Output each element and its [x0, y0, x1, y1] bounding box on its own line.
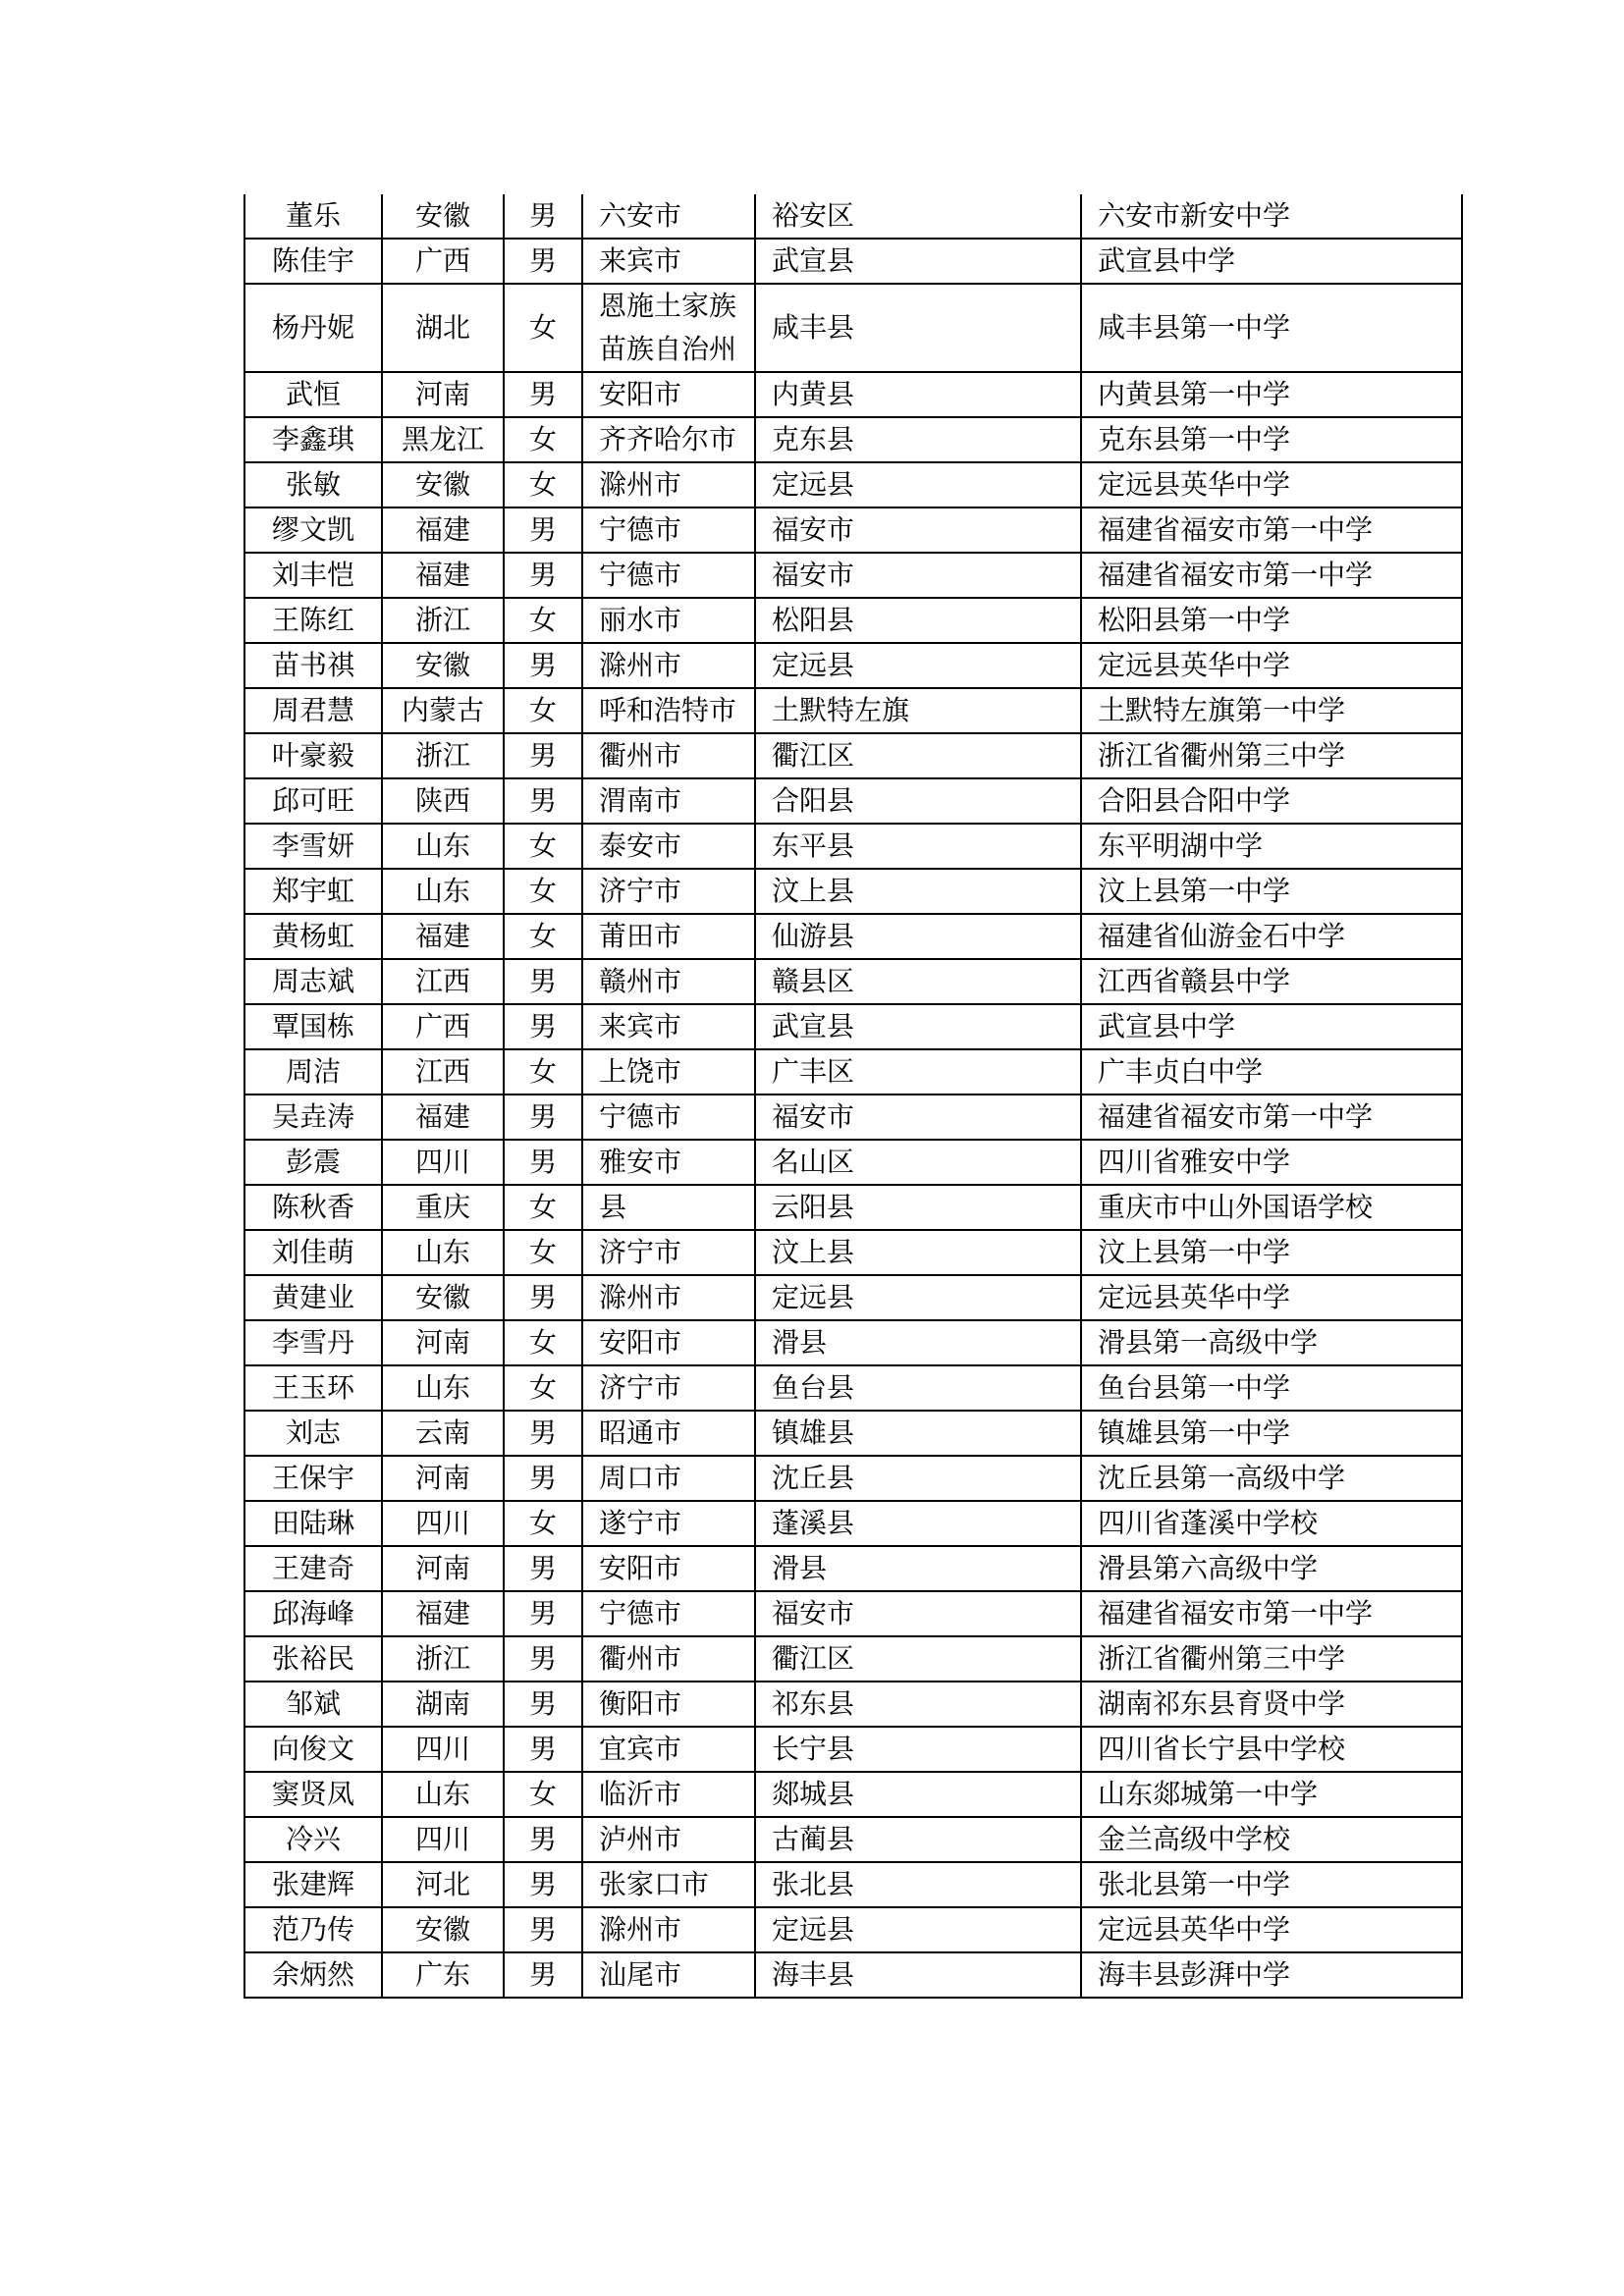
school-cell: 金兰高级中学校 [1081, 1817, 1462, 1862]
city-cell: 渭南市 [582, 778, 755, 824]
table-row [244, 1952, 1462, 1998]
city-cell: 雅安市 [582, 1140, 755, 1185]
county-cell: 衢江区 [755, 1636, 1081, 1682]
city-cell: 宁德市 [582, 1095, 755, 1140]
province-cell: 安徽 [382, 643, 504, 688]
table-row [244, 1591, 1462, 1636]
roster-body [244, 194, 1462, 1998]
city-cell: 宁德市 [582, 1591, 755, 1636]
county-cell: 定远县 [755, 462, 1081, 507]
student-name-cell: 余炳然 [244, 1952, 382, 1998]
county-cell: 古蔺县 [755, 1817, 1081, 1862]
city-cell: 来宾市 [582, 239, 755, 284]
county-cell: 蓬溪县 [755, 1501, 1081, 1546]
school-cell: 定远县英华中学 [1081, 462, 1462, 507]
student-name-cell: 周君慧 [244, 688, 382, 733]
province-cell: 福建 [382, 507, 504, 553]
student-name-cell: 陈佳宇 [244, 239, 382, 284]
province-cell: 福建 [382, 914, 504, 959]
province-cell: 陕西 [382, 778, 504, 824]
school-cell: 四川省雅安中学 [1081, 1140, 1462, 1185]
city-cell: 滁州市 [582, 1275, 755, 1320]
table-row [244, 733, 1462, 778]
gender-cell: 男 [504, 1275, 582, 1320]
table-row [244, 1636, 1462, 1682]
table-row [244, 1456, 1462, 1501]
table-row [244, 1140, 1462, 1185]
student-name-cell: 刘志 [244, 1411, 382, 1456]
school-cell: 汶上县第一中学 [1081, 869, 1462, 914]
county-cell: 镇雄县 [755, 1411, 1081, 1456]
gender-cell: 女 [504, 462, 582, 507]
student-name-cell: 黄建业 [244, 1275, 382, 1320]
gender-cell: 男 [504, 1004, 582, 1049]
county-cell: 福安市 [755, 1095, 1081, 1140]
province-cell: 浙江 [382, 598, 504, 643]
province-cell: 河南 [382, 372, 504, 417]
student-name-cell: 杨丹妮 [244, 284, 382, 372]
gender-cell: 男 [504, 372, 582, 417]
county-cell: 武宣县 [755, 1004, 1081, 1049]
student-name-cell: 王建奇 [244, 1546, 382, 1591]
county-cell: 克东县 [755, 417, 1081, 462]
city-cell: 齐齐哈尔市 [582, 417, 755, 462]
county-cell: 内黄县 [755, 372, 1081, 417]
gender-cell: 男 [504, 1546, 582, 1591]
student-name-cell: 邱可旺 [244, 778, 382, 824]
school-cell: 湖南祁东县育贤中学 [1081, 1682, 1462, 1727]
city-cell: 恩施土家族苗族自治州 [582, 284, 755, 372]
student-name-cell: 陈秋香 [244, 1185, 382, 1230]
gender-cell: 女 [504, 914, 582, 959]
province-cell: 河南 [382, 1546, 504, 1591]
province-cell: 河北 [382, 1862, 504, 1907]
city-cell: 赣州市 [582, 959, 755, 1004]
student-name-cell: 覃国栋 [244, 1004, 382, 1049]
student-name-cell: 郑宇虹 [244, 869, 382, 914]
city-cell: 衢州市 [582, 733, 755, 778]
student-name-cell: 张裕民 [244, 1636, 382, 1682]
county-cell: 海丰县 [755, 1952, 1081, 1998]
city-cell: 安阳市 [582, 372, 755, 417]
city-cell: 六安市 [582, 194, 755, 239]
table-row [244, 778, 1462, 824]
province-cell: 安徽 [382, 1275, 504, 1320]
student-name-cell: 叶豪毅 [244, 733, 382, 778]
table-row [244, 1230, 1462, 1275]
city-cell: 周口市 [582, 1456, 755, 1501]
city-cell: 呼和浩特市 [582, 688, 755, 733]
gender-cell: 女 [504, 1501, 582, 1546]
province-cell: 山东 [382, 1230, 504, 1275]
county-cell: 定远县 [755, 643, 1081, 688]
gender-cell: 女 [504, 1230, 582, 1275]
school-cell: 克东县第一中学 [1081, 417, 1462, 462]
county-cell: 鱼台县 [755, 1365, 1081, 1411]
county-cell: 名山区 [755, 1140, 1081, 1185]
province-cell: 安徽 [382, 1907, 504, 1952]
county-cell: 郯城县 [755, 1772, 1081, 1817]
student-name-cell: 王陈红 [244, 598, 382, 643]
student-name-cell: 刘佳萌 [244, 1230, 382, 1275]
county-cell: 赣县区 [755, 959, 1081, 1004]
city-cell: 昭通市 [582, 1411, 755, 1456]
city-cell: 安阳市 [582, 1546, 755, 1591]
school-cell: 四川省蓬溪中学校 [1081, 1501, 1462, 1546]
school-cell: 滑县第一高级中学 [1081, 1320, 1462, 1365]
city-cell: 济宁市 [582, 1230, 755, 1275]
province-cell: 河南 [382, 1456, 504, 1501]
gender-cell: 男 [504, 733, 582, 778]
student-name-cell: 苗书祺 [244, 643, 382, 688]
gender-cell: 男 [504, 553, 582, 598]
student-name-cell: 邹斌 [244, 1682, 382, 1727]
school-cell: 定远县英华中学 [1081, 643, 1462, 688]
county-cell: 福安市 [755, 553, 1081, 598]
table-row [244, 1275, 1462, 1320]
city-cell: 遂宁市 [582, 1501, 755, 1546]
school-cell: 六安市新安中学 [1081, 194, 1462, 239]
school-cell: 江西省赣县中学 [1081, 959, 1462, 1004]
student-name-cell: 周志斌 [244, 959, 382, 1004]
county-cell: 滑县 [755, 1546, 1081, 1591]
school-cell: 福建省仙游金石中学 [1081, 914, 1462, 959]
county-cell: 长宁县 [755, 1727, 1081, 1772]
student-name-cell: 冷兴 [244, 1817, 382, 1862]
province-cell: 四川 [382, 1817, 504, 1862]
table-row [244, 914, 1462, 959]
province-cell: 山东 [382, 869, 504, 914]
student-name-cell: 彭震 [244, 1140, 382, 1185]
gender-cell: 男 [504, 1907, 582, 1952]
school-cell: 定远县英华中学 [1081, 1907, 1462, 1952]
student-name-cell: 吴垚涛 [244, 1095, 382, 1140]
province-cell: 福建 [382, 1095, 504, 1140]
gender-cell: 男 [504, 1456, 582, 1501]
table-row [244, 869, 1462, 914]
table-row [244, 1546, 1462, 1591]
county-cell: 定远县 [755, 1275, 1081, 1320]
school-cell: 土默特左旗第一中学 [1081, 688, 1462, 733]
table-row [244, 1185, 1462, 1230]
school-cell: 滑县第六高级中学 [1081, 1546, 1462, 1591]
county-cell: 咸丰县 [755, 284, 1081, 372]
school-cell: 浙江省衢州第三中学 [1081, 733, 1462, 778]
province-cell: 山东 [382, 824, 504, 869]
gender-cell: 男 [504, 194, 582, 239]
table-row [244, 1095, 1462, 1140]
student-name-cell: 张敏 [244, 462, 382, 507]
gender-cell: 男 [504, 643, 582, 688]
table-row [244, 1817, 1462, 1862]
table-row [244, 239, 1462, 284]
table-row [244, 462, 1462, 507]
province-cell: 四川 [382, 1140, 504, 1185]
student-name-cell: 窦贤凤 [244, 1772, 382, 1817]
province-cell: 安徽 [382, 462, 504, 507]
gender-cell: 男 [504, 1591, 582, 1636]
table-row [244, 553, 1462, 598]
city-cell: 丽水市 [582, 598, 755, 643]
city-cell: 宁德市 [582, 553, 755, 598]
student-name-cell: 武恒 [244, 372, 382, 417]
school-cell: 重庆市中山外国语学校 [1081, 1185, 1462, 1230]
gender-cell: 男 [504, 778, 582, 824]
table-row [244, 417, 1462, 462]
gender-cell: 男 [504, 1095, 582, 1140]
province-cell: 山东 [382, 1365, 504, 1411]
student-name-cell: 邱海峰 [244, 1591, 382, 1636]
gender-cell: 女 [504, 598, 582, 643]
county-cell: 祁东县 [755, 1682, 1081, 1727]
county-cell: 滑县 [755, 1320, 1081, 1365]
gender-cell: 女 [504, 1365, 582, 1411]
city-cell: 汕尾市 [582, 1952, 755, 1998]
province-cell: 江西 [382, 959, 504, 1004]
gender-cell: 男 [504, 239, 582, 284]
county-cell: 裕安区 [755, 194, 1081, 239]
gender-cell: 男 [504, 1952, 582, 1998]
school-cell: 东平明湖中学 [1081, 824, 1462, 869]
gender-cell: 男 [504, 1727, 582, 1772]
school-cell: 镇雄县第一中学 [1081, 1411, 1462, 1456]
city-cell: 临沂市 [582, 1772, 755, 1817]
gender-cell: 男 [504, 1636, 582, 1682]
gender-cell: 女 [504, 824, 582, 869]
gender-cell: 女 [504, 869, 582, 914]
school-cell: 定远县英华中学 [1081, 1275, 1462, 1320]
county-cell: 定远县 [755, 1907, 1081, 1952]
province-cell: 内蒙古 [382, 688, 504, 733]
gender-cell: 女 [504, 688, 582, 733]
table-row [244, 1365, 1462, 1411]
school-cell: 汶上县第一中学 [1081, 1230, 1462, 1275]
student-name-cell: 刘丰恺 [244, 553, 382, 598]
county-cell: 福安市 [755, 507, 1081, 553]
table-row [244, 1727, 1462, 1772]
gender-cell: 女 [504, 284, 582, 372]
student-name-cell: 张建辉 [244, 1862, 382, 1907]
province-cell: 湖北 [382, 284, 504, 372]
school-cell: 内黄县第一中学 [1081, 372, 1462, 417]
city-cell: 泸州市 [582, 1817, 755, 1862]
student-name-cell: 王保宇 [244, 1456, 382, 1501]
student-name-cell: 田陆琳 [244, 1501, 382, 1546]
province-cell: 浙江 [382, 733, 504, 778]
table-row [244, 1907, 1462, 1952]
province-cell: 湖南 [382, 1682, 504, 1727]
city-cell: 宜宾市 [582, 1727, 755, 1772]
city-cell: 张家口市 [582, 1862, 755, 1907]
student-name-cell: 李鑫琪 [244, 417, 382, 462]
school-cell: 海丰县彭湃中学 [1081, 1952, 1462, 1998]
school-cell: 广丰贞白中学 [1081, 1049, 1462, 1095]
county-cell: 广丰区 [755, 1049, 1081, 1095]
table-row [244, 1004, 1462, 1049]
county-cell: 汶上县 [755, 1230, 1081, 1275]
city-cell: 莆田市 [582, 914, 755, 959]
table-row [244, 507, 1462, 553]
gender-cell: 男 [504, 507, 582, 553]
student-name-cell: 向俊文 [244, 1727, 382, 1772]
student-name-cell: 王玉环 [244, 1365, 382, 1411]
city-cell: 滁州市 [582, 643, 755, 688]
gender-cell: 女 [504, 417, 582, 462]
county-cell: 汶上县 [755, 869, 1081, 914]
city-cell: 上饶市 [582, 1049, 755, 1095]
student-name-cell: 李雪妍 [244, 824, 382, 869]
province-cell: 广东 [382, 1952, 504, 1998]
gender-cell: 男 [504, 1817, 582, 1862]
gender-cell: 男 [504, 1140, 582, 1185]
school-cell: 福建省福安市第一中学 [1081, 553, 1462, 598]
gender-cell: 男 [504, 1682, 582, 1727]
county-cell: 云阳县 [755, 1185, 1081, 1230]
province-cell: 重庆 [382, 1185, 504, 1230]
table-row [244, 1862, 1462, 1907]
city-cell: 衢州市 [582, 1636, 755, 1682]
city-cell: 泰安市 [582, 824, 755, 869]
student-name-cell: 缪文凯 [244, 507, 382, 553]
gender-cell: 女 [504, 1772, 582, 1817]
county-cell: 张北县 [755, 1862, 1081, 1907]
student-name-cell: 黄杨虹 [244, 914, 382, 959]
student-name-cell: 范乃传 [244, 1907, 382, 1952]
city-cell: 济宁市 [582, 1365, 755, 1411]
school-cell: 福建省福安市第一中学 [1081, 507, 1462, 553]
province-cell: 福建 [382, 1591, 504, 1636]
school-cell: 浙江省衢州第三中学 [1081, 1636, 1462, 1682]
table-row [244, 1682, 1462, 1727]
school-cell: 山东郯城第一中学 [1081, 1772, 1462, 1817]
province-cell: 四川 [382, 1727, 504, 1772]
county-cell: 衢江区 [755, 733, 1081, 778]
city-cell: 济宁市 [582, 869, 755, 914]
city-cell: 滁州市 [582, 1907, 755, 1952]
student-roster-table [244, 194, 1463, 1999]
school-cell: 张北县第一中学 [1081, 1862, 1462, 1907]
city-cell: 宁德市 [582, 507, 755, 553]
gender-cell: 女 [504, 1049, 582, 1095]
student-name-cell: 周洁 [244, 1049, 382, 1095]
province-cell: 安徽 [382, 194, 504, 239]
province-cell: 广西 [382, 1004, 504, 1049]
city-cell: 来宾市 [582, 1004, 755, 1049]
province-cell: 浙江 [382, 1636, 504, 1682]
school-cell: 沈丘县第一高级中学 [1081, 1456, 1462, 1501]
table-row [244, 598, 1462, 643]
school-cell: 武宣县中学 [1081, 1004, 1462, 1049]
city-cell: 县 [582, 1185, 755, 1230]
table-row [244, 643, 1462, 688]
school-cell: 福建省福安市第一中学 [1081, 1591, 1462, 1636]
school-cell: 福建省福安市第一中学 [1081, 1095, 1462, 1140]
province-cell: 四川 [382, 1501, 504, 1546]
county-cell: 仙游县 [755, 914, 1081, 959]
gender-cell: 男 [504, 959, 582, 1004]
table-row [244, 824, 1462, 869]
table-row [244, 959, 1462, 1004]
gender-cell: 男 [504, 1862, 582, 1907]
student-name-cell: 董乐 [244, 194, 382, 239]
table-row [244, 1772, 1462, 1817]
table-row [244, 372, 1462, 417]
gender-cell: 女 [504, 1185, 582, 1230]
province-cell: 福建 [382, 553, 504, 598]
table-row [244, 1049, 1462, 1095]
county-cell: 沈丘县 [755, 1456, 1081, 1501]
table-row [244, 1411, 1462, 1456]
county-cell: 合阳县 [755, 778, 1081, 824]
county-cell: 福安市 [755, 1591, 1081, 1636]
city-cell: 衡阳市 [582, 1682, 755, 1727]
table-row [244, 688, 1462, 733]
school-cell: 四川省长宁县中学校 [1081, 1727, 1462, 1772]
student-name-cell: 李雪丹 [244, 1320, 382, 1365]
province-cell: 山东 [382, 1772, 504, 1817]
gender-cell: 女 [504, 1320, 582, 1365]
province-cell: 广西 [382, 239, 504, 284]
county-cell: 武宣县 [755, 239, 1081, 284]
school-cell: 咸丰县第一中学 [1081, 284, 1462, 372]
county-cell: 土默特左旗 [755, 688, 1081, 733]
city-cell: 安阳市 [582, 1320, 755, 1365]
county-cell: 松阳县 [755, 598, 1081, 643]
school-cell: 鱼台县第一中学 [1081, 1365, 1462, 1411]
school-cell: 松阳县第一中学 [1081, 598, 1462, 643]
table-row [244, 1501, 1462, 1546]
city-cell: 滁州市 [582, 462, 755, 507]
province-cell: 云南 [382, 1411, 504, 1456]
county-cell: 东平县 [755, 824, 1081, 869]
province-cell: 河南 [382, 1320, 504, 1365]
table-row [244, 194, 1462, 239]
table-row [244, 284, 1462, 372]
school-cell: 武宣县中学 [1081, 239, 1462, 284]
school-cell: 合阳县合阳中学 [1081, 778, 1462, 824]
province-cell: 黑龙江 [382, 417, 504, 462]
gender-cell: 男 [504, 1411, 582, 1456]
table-row [244, 1320, 1462, 1365]
province-cell: 江西 [382, 1049, 504, 1095]
